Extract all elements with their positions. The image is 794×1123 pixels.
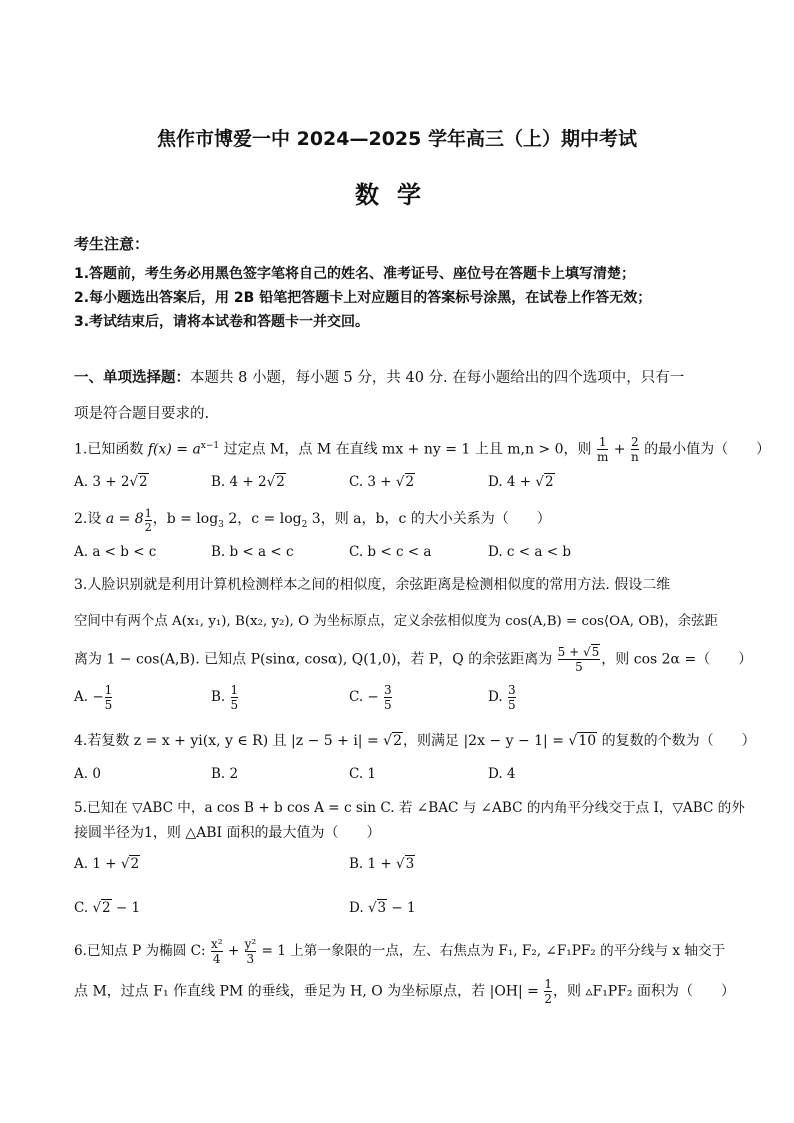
q1-optC-text: C. 3 + xyxy=(349,474,396,490)
q2-text-b: ，b = log xyxy=(152,511,219,527)
q3-optA-den: 5 xyxy=(104,697,113,712)
q3-option-b xyxy=(211,684,239,711)
q5-option-a: A. 1 + √2 xyxy=(74,856,140,872)
question-1 xyxy=(74,436,770,463)
q4-radicand-1: 2 xyxy=(393,733,402,749)
q1-function: f(x) = a xyxy=(147,441,201,458)
notice-item-1: 1.答题前，考生务必用黑色签字笔将自己的姓名、准考证号、座位号在答题卡上填写清楚； xyxy=(74,266,636,282)
q1-optD-text: D. 4 + xyxy=(488,474,536,490)
q5-optC-suffix: − 1 xyxy=(111,900,141,916)
q2-exp-den: 2 xyxy=(144,520,152,534)
q3-optD-fraction xyxy=(508,684,516,711)
q1-optA-text: A. 3 + 2 xyxy=(74,474,130,490)
question-4: 4.若复数 z = x + yi(x, y ∈ R) 且 |z − 5 + i| = √2，则满足 |2x − y − 1| = √10 的复数的个数为（ ） xyxy=(74,733,756,749)
q4-option-a: A. 0 xyxy=(74,766,101,782)
q3-frac-num-pre: 5 + xyxy=(557,645,583,659)
q6-frac3-num: 1 xyxy=(544,977,552,991)
notice-item-3: 3.考试结束后，请将本试卷和答题卡一并交回。 xyxy=(74,314,370,330)
q3-text-b: ，则 cos 2α =（ ） xyxy=(601,651,753,668)
q6-fraction-3 xyxy=(544,978,552,1005)
question-3-line-1: 3.人脸识别就是利用计算机检测样本之间的相似度，余弦距离是检测相似度的常用方法. 假设二维 xyxy=(74,577,671,593)
subject-heading: 数学 xyxy=(355,181,439,209)
q4-text-a: 4.若复数 z = x + yi(x, y ∈ R) 且 |z − 5 + i| = xyxy=(74,733,384,749)
notice-item-2: 2.每小题选出答案后，用 2B 铅笔把答题卡上对应题目的答案标号涂黑，在试卷上作答无效； xyxy=(74,290,652,306)
q4-text-b: ，则满足 |2x − y − 1| = xyxy=(403,733,569,749)
q3-optD-text: D. xyxy=(488,689,507,706)
q6-fraction-2 xyxy=(245,938,257,965)
question-2 xyxy=(74,508,551,533)
q3-optB-den: 5 xyxy=(230,697,239,712)
q6-frac2-den: 3 xyxy=(246,951,255,966)
q1-fraction-2 xyxy=(631,436,639,463)
q1-optA-radicand: 2 xyxy=(139,474,148,490)
q4-option-b: B. 2 xyxy=(211,766,239,782)
q3-option-c xyxy=(349,684,393,711)
q1-option-b: B. 4 + 2√2 xyxy=(211,474,285,490)
question-3-line-2: 空间中有两个点 A(x₁, y₁), B(x₂, y₂), O 为坐标原点，定义余弦相似度为 cos(A,B) = cos⟨OA, OB⟩，余弦距 xyxy=(74,614,718,629)
q2-option-d: D. c < a < b xyxy=(488,544,571,560)
question-5-line-2: 接圆半径为1，则 △ABI 面积的最大值为（ ） xyxy=(74,825,381,841)
q1-frac1-den: m xyxy=(596,449,609,464)
q3-frac-den: 5 xyxy=(558,659,601,674)
section-1-text-cont: 项是符合题目要求的. xyxy=(74,406,210,422)
q4-option-d: D. 4 xyxy=(488,766,516,782)
q4-text-c: 的复数的个数为（ ） xyxy=(597,733,756,749)
q3-frac-num: 5 + √5 xyxy=(557,645,600,659)
q3-optA-fraction xyxy=(105,684,113,711)
q1-exponent: x−1 xyxy=(200,440,220,451)
q6-text-c: 点 M，过点 F₁ 作直线 PM 的垂线，垂足为 H, O 为坐标原点，若 |OH| = xyxy=(74,983,544,1000)
q5-option-d: D. √3 − 1 xyxy=(349,900,416,916)
q3-optA-text: A. − xyxy=(74,689,104,706)
q5-option-c: C. √2 − 1 xyxy=(74,900,141,916)
q1-plus: + xyxy=(609,441,630,458)
q6-frac1-num: x² xyxy=(210,937,223,951)
q6-fraction-1 xyxy=(211,938,223,965)
q4-radicand-2: 10 xyxy=(578,733,597,749)
q5-optA-radicand: 2 xyxy=(130,856,140,872)
q6-text-b: = 1 上第一象限的一点，左、右焦点为 F₁, F₂, ∠F₁PF₂ 的平分线与 x 轴交于 xyxy=(257,943,726,960)
q3-text-a: 离为 1 − cos(A,B). 已知点 P(sinα, cosα), Q(1,0)，若 P，Q 的余弦距离为 xyxy=(74,651,557,668)
q2-option-a: A. a < b < c xyxy=(74,544,157,560)
q1-optC-radicand: 2 xyxy=(405,474,415,490)
q5-optC-text: C. xyxy=(74,900,93,916)
section-1-intro xyxy=(74,366,684,387)
q5-option-b: B. 1 + √3 xyxy=(349,856,415,872)
section-1-label: 一、单项选择题： xyxy=(74,370,190,386)
question-6-line-1 xyxy=(74,938,725,965)
q6-frac1-den: 4 xyxy=(212,951,221,966)
q6-frac3-den: 2 xyxy=(544,991,552,1006)
q5-optC-radicand: 2 xyxy=(102,900,111,916)
q5-optD-text: D. xyxy=(349,900,368,916)
q2-a-var: a = 8 xyxy=(105,511,144,527)
exam-title: 焦作市博爱一中 2024—2025 学年高三（上）期中考试 xyxy=(157,128,637,150)
section-1-text: 本题共 8 小题，每小题 5 分，共 40 分. 在每小题给出的四个选项中，只有一 xyxy=(190,370,685,386)
q3-optC-num: 3 xyxy=(384,683,392,697)
q2-exp-num: 1 xyxy=(144,507,152,520)
q1-optD-radicand: 2 xyxy=(545,474,554,490)
question-5-line-1: 5.已知在 ▽ABC 中，a cos B + b cos A = c sin C. 若 ∠BAC 与 ∠ABC 的内角平分线交于点 I，▽ABC 的外 xyxy=(74,800,745,816)
q3-frac-num-radicand: 5 xyxy=(591,645,600,659)
q3-option-d xyxy=(488,684,517,711)
q2-c-base: 2 xyxy=(301,519,308,530)
q1-optB-radicand: 2 xyxy=(276,474,285,490)
q1-frac2-num: 2 xyxy=(631,435,639,449)
q1-text-a: 1.已知函数 xyxy=(74,441,148,458)
q2-exponent xyxy=(145,508,152,533)
q3-optB-num: 1 xyxy=(230,683,239,697)
q3-optD-num: 3 xyxy=(507,683,516,697)
q2-text-d: 3，则 a，b，c 的大小关系为（ ） xyxy=(307,511,551,527)
q1-frac1-num: 1 xyxy=(598,435,607,449)
q6-text-a: 6.已知点 P 为椭圆 C: xyxy=(74,943,210,960)
q6-plus: + xyxy=(223,943,244,960)
q5-optA-text: A. 1 + xyxy=(74,856,121,872)
q1-optB-text: B. 4 + 2 xyxy=(211,474,267,490)
q1-option-d: D. 4 + √2 xyxy=(488,474,554,490)
q1-option-c: C. 3 + √2 xyxy=(349,474,415,490)
q5-optD-radicand: 3 xyxy=(377,900,387,916)
q5-optB-radicand: 3 xyxy=(405,856,415,872)
q6-text-d: ，则 ▵F₁PF₂ 面积为（ ） xyxy=(553,983,735,1000)
q4-option-c: C. 1 xyxy=(349,766,377,782)
q1-frac2-den: n xyxy=(631,449,639,464)
q5-optD-suffix: − 1 xyxy=(387,900,416,916)
q2-option-c: C. b < c < a xyxy=(349,544,432,560)
q3-option-a xyxy=(74,684,113,711)
q2-text-a: 2.设 xyxy=(74,511,106,527)
q2-text-c: 2，c = log xyxy=(223,511,302,527)
q5-optB-text: B. 1 + xyxy=(349,856,396,872)
question-3-line-3 xyxy=(74,646,752,673)
q1-text-c: 的最小值为（ ） xyxy=(639,441,771,458)
q3-optC-text: C. − xyxy=(349,689,384,706)
q6-frac2-num: y² xyxy=(244,937,257,951)
q2-option-b: B. b < a < c xyxy=(211,544,294,560)
q1-text-b: 过定点 M，点 M 在直线 mx + ny = 1 上且 m,n > 0，则 xyxy=(219,441,596,458)
q1-fraction-1 xyxy=(597,436,608,463)
q3-fraction xyxy=(558,646,601,673)
q3-optA-num: 1 xyxy=(104,683,113,697)
q1-option-a: A. 3 + 2√2 xyxy=(74,474,148,490)
q2-b-base: 3 xyxy=(218,519,224,530)
q3-optB-fraction xyxy=(231,684,239,711)
q3-optC-den: 5 xyxy=(384,697,392,712)
notice-heading: 考生注意： xyxy=(74,235,150,253)
q3-optD-den: 5 xyxy=(507,697,516,712)
q3-optC-fraction xyxy=(384,684,392,711)
q3-optB-text: B. xyxy=(211,689,230,706)
question-6-line-2 xyxy=(74,978,735,1005)
